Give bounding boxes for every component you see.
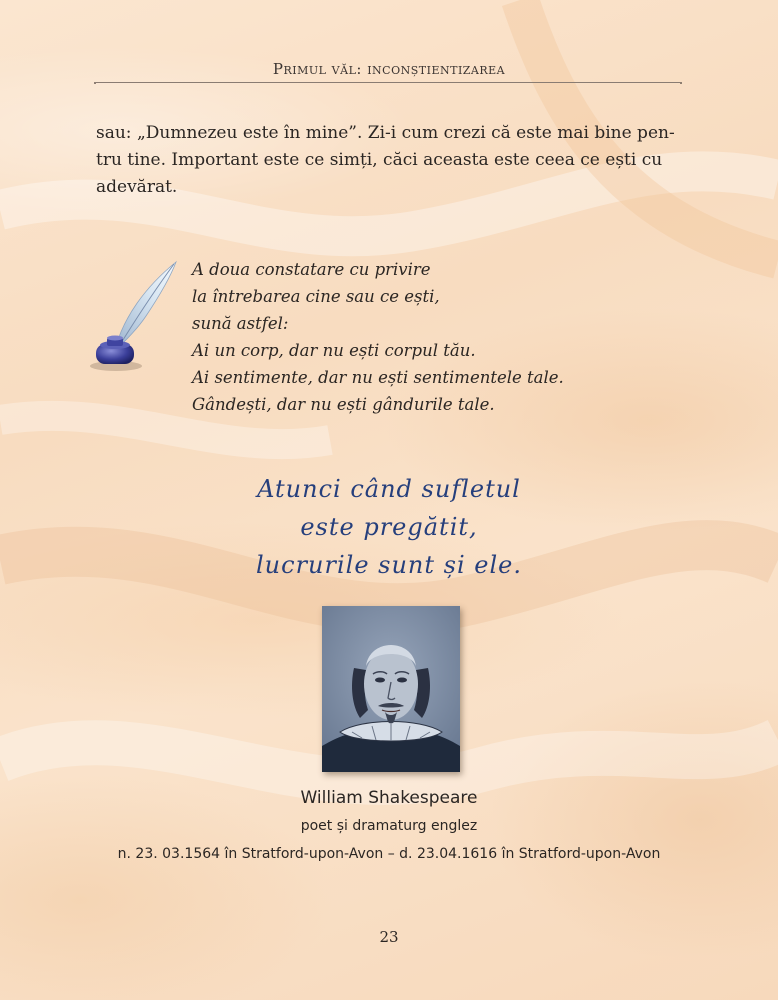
running-header: Primul văl: inconștientizarea [272,60,506,78]
body-paragraph [96,120,684,201]
author-dates: n. 23. 03.1564 în Stratford-upon-Avon – d. 23.04.1616 în Stratford-upon-Avon [117,846,661,862]
author-name: William Shakespeare [300,788,478,808]
italic-line: Ai sentimente, dar nu ești sentimentele tale. [192,368,564,387]
italic-line: A doua constatare cu privire [192,260,431,279]
author-role: poet și dramaturg englez [300,818,478,834]
quote-line: este pregătit, [300,513,478,541]
page-number: 23 [379,928,399,946]
quote-line: lucrurile sunt și ele. [256,551,522,579]
italic-line: la întrebarea cine sau ce ești, [192,287,440,306]
italic-line: Gândești, dar nu ești gândurile tale. [192,395,495,414]
body-line: sau: „Dumnezeu este în mine”. Zi-i cum crezi că este mai bine pen- [96,123,675,143]
header-rule [96,82,680,83]
quill-inkwell-icon [86,258,182,378]
body-line: adevărat. [96,177,178,197]
body-line: tru tine. Important este ce simți, căci aceasta este ceea ce ești cu [96,150,663,170]
italic-passage [192,256,672,418]
quote-line: Atunci când sufletul [257,475,521,503]
italic-line: sună astfel: [192,314,289,333]
shakespeare-portrait [322,606,460,772]
italic-line: Ai un corp, dar nu ești corpul tău. [192,341,476,360]
shakespeare-quote [0,470,778,584]
